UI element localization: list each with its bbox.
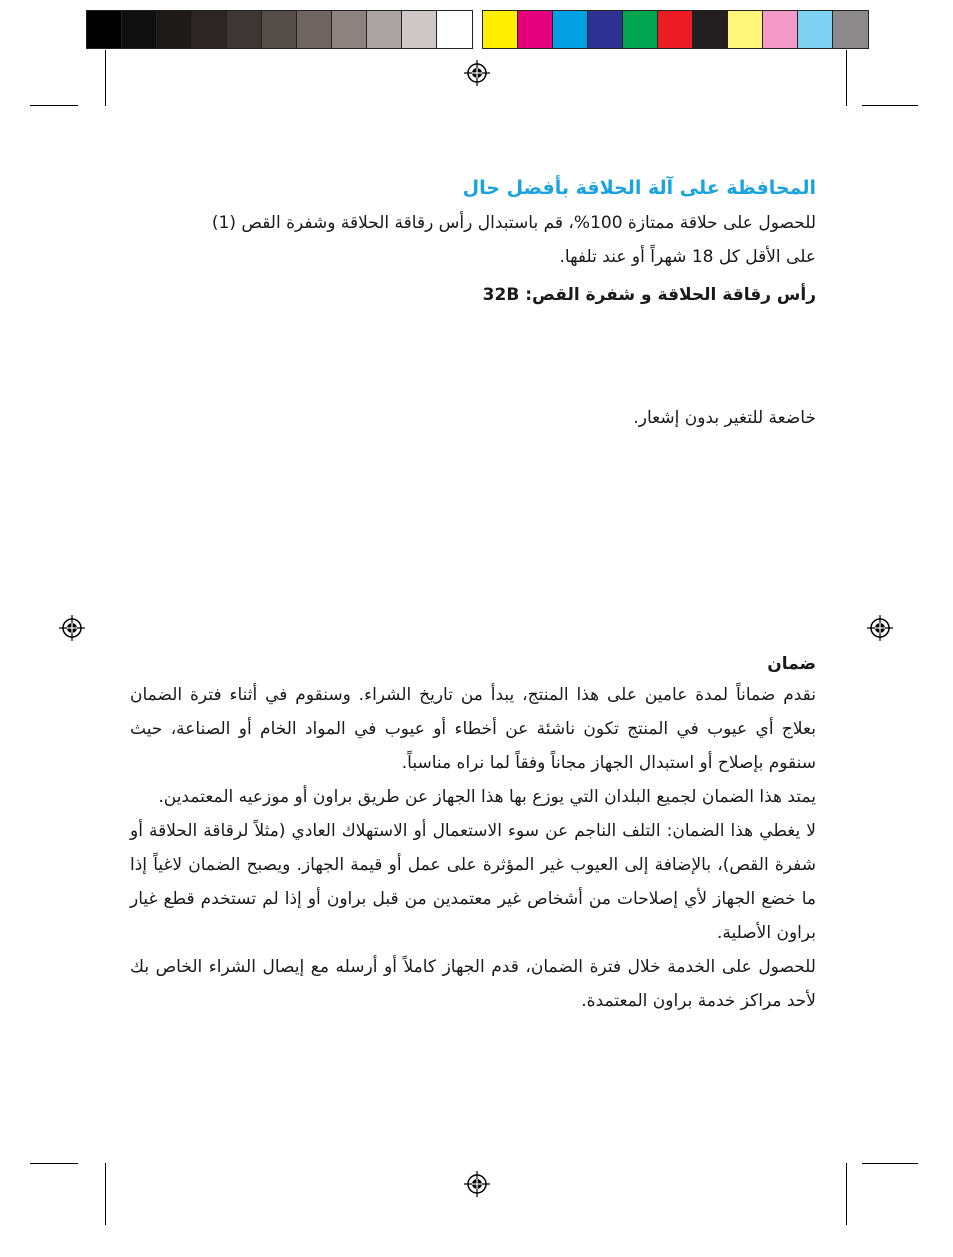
crop-mark — [862, 105, 918, 106]
notice-block — [130, 408, 816, 428]
warranty-paragraph: نقدم ضماناً لمدة عامين على هذا المنتج، يبدأ من تاريخ الشراء. وسنقوم في أثناء فترة الضمان بعلاج أي عيوب في المنتج تكون ناشئة عن أخطاء أو عيوب في المواد الخام أو الصناعة، حيث سنقوم بإصلاح أو استبدال الجهاز مجاناً وفقاً لما نراه مناسباً. — [130, 685, 816, 773]
crop-mark — [862, 1163, 918, 1164]
warranty-title: ضمان — [767, 654, 816, 674]
color-calibration-bar — [482, 10, 869, 49]
notice-text: خاضعة للتغير بدون إشعار. — [633, 408, 816, 428]
registration-mark-icon — [867, 615, 893, 641]
crop-mark — [30, 1163, 78, 1164]
calibration-swatch — [122, 11, 157, 48]
crop-mark — [846, 50, 847, 106]
registration-mark-icon — [464, 1171, 490, 1197]
warranty-paragraph: يمتد هذا الضمان لجميع البلدان التي يوزع بها هذا الجهاز عن طريق براون أو موزعيه المعتمدين. — [158, 787, 816, 807]
calibration-swatch — [157, 11, 192, 48]
calibration-swatch — [332, 11, 367, 48]
crop-mark — [846, 1163, 847, 1225]
grayscale-calibration-bar — [86, 10, 473, 49]
crop-mark — [105, 50, 106, 106]
calibration-swatch — [87, 11, 122, 48]
calibration-swatch — [437, 11, 472, 48]
calibration-swatch — [483, 11, 518, 48]
calibration-swatch — [763, 11, 798, 48]
warranty-section — [130, 654, 816, 1018]
crop-mark — [105, 1163, 106, 1225]
calibration-swatch — [588, 11, 623, 48]
calibration-swatch — [297, 11, 332, 48]
warranty-paragraph: للحصول على الخدمة خلال فترة الضمان، قدم الجهاز كاملاً أو أرسله مع إيصال الشراء الخاص بك لأحد مراكز خدمة براون المعتمدة. — [130, 957, 816, 1011]
registration-mark-icon — [59, 615, 85, 641]
calibration-swatch — [658, 11, 693, 48]
calibration-swatch — [227, 11, 262, 48]
maintenance-para-line-2: على الأقل كل 18 شهراً أو عند تلفها. — [559, 247, 816, 267]
part-number-label: رأس رقاقة الحلاقة و شفرة القص: 32B — [482, 285, 816, 305]
warranty-paragraph: لا يغطي هذا الضمان: التلف الناجم عن سوء الاستعمال أو الاستهلاك العادي (مثلاً لرقاقة الحلاقة أو شفرة القص)، بالإضافة إلى العيوب غير المؤثرة على عمل أو قيمة الجهاز. ويصبح الضمان لاغياً إذا ما خضع الجهاز لأي إصلاحات من أشخاص غير معتمدين من قبل براون أو إذا لم تستخدم قطع غيار براون الأصلية. — [130, 821, 816, 943]
calibration-swatch — [518, 11, 553, 48]
calibration-swatch — [402, 11, 437, 48]
maintenance-title: المحافظة على آلة الحلاقة بأفضل حال — [462, 177, 816, 199]
calibration-swatch — [623, 11, 658, 48]
maintenance-para-line-1: للحصول على حلاقة ممتازة 100%، قم باستبدال رأس رقاقة الحلاقة وشفرة القص (1) — [211, 213, 816, 233]
maintenance-section — [130, 177, 816, 305]
calibration-swatch — [192, 11, 227, 48]
calibration-swatch — [367, 11, 402, 48]
calibration-swatch — [833, 11, 868, 48]
calibration-swatch — [798, 11, 833, 48]
calibration-swatch — [693, 11, 728, 48]
registration-mark-icon — [464, 60, 490, 86]
calibration-swatch — [262, 11, 297, 48]
crop-mark — [30, 105, 78, 106]
calibration-swatch — [553, 11, 588, 48]
calibration-swatch — [728, 11, 763, 48]
